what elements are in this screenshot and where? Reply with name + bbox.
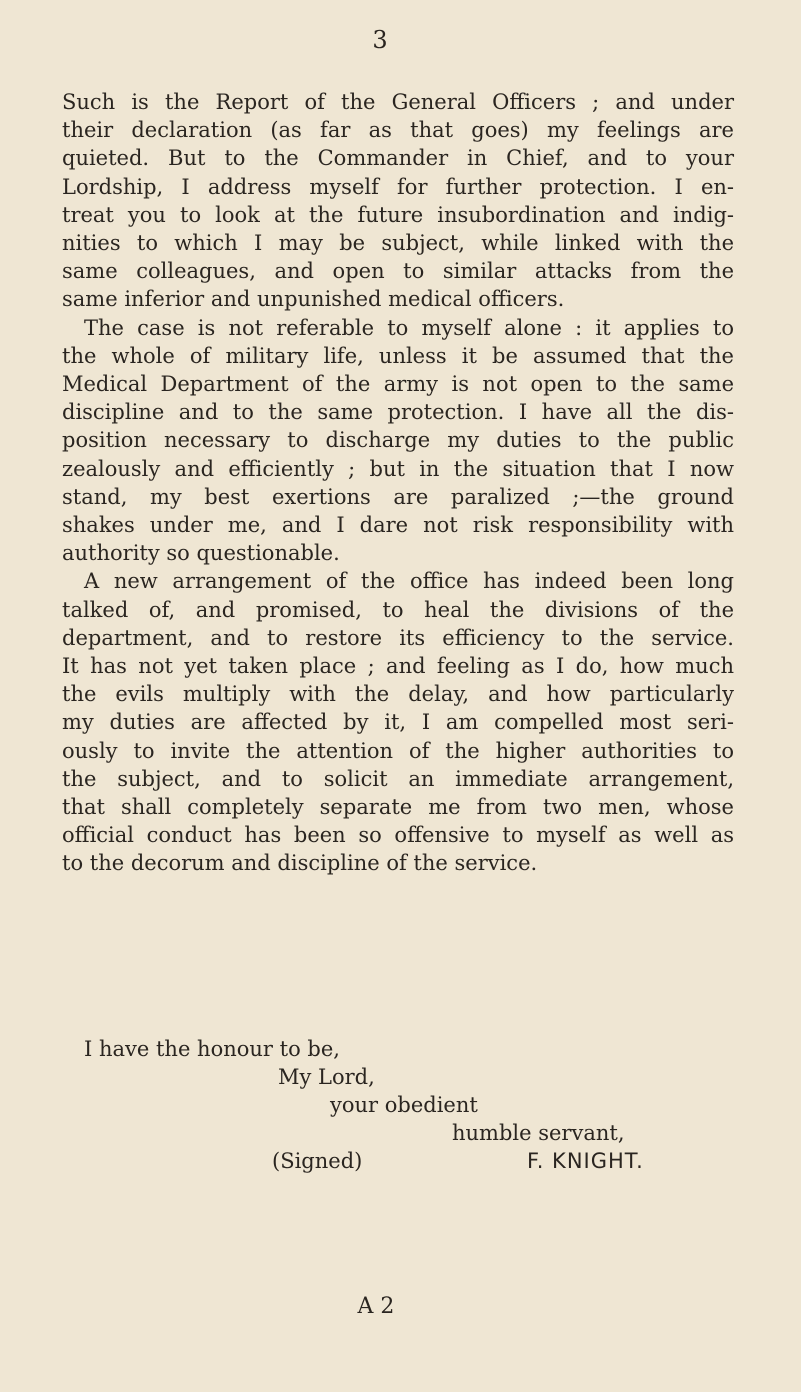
text-line: A new arrangement of the office has indeed been long	[84, 569, 734, 594]
text-line: the subject, and to solicit an immediate arrangement,	[62, 766, 734, 791]
text-line: nities to which I may be subject, while linked with the	[62, 231, 734, 256]
signer-name: F. KNIGHT.	[527, 1149, 644, 1173]
text-line: position necessary to discharge my duties to the public	[62, 428, 734, 453]
signature-mark: A 2	[357, 1294, 395, 1319]
text-line: quieted. But to the Commander in Chief, and to your	[62, 146, 734, 171]
text-line: to the decorum and discipline of the service.	[62, 851, 538, 876]
text-line: Medical Department of the army is not open to the same	[62, 372, 734, 397]
letter-body	[62, 88, 734, 878]
text-line: ously to invite the attention of the higher authorities to	[62, 738, 734, 763]
text-line: authority so questionable.	[62, 541, 340, 566]
text-line: official conduct has been so offensive to myself as well as	[62, 823, 734, 848]
text-line: the whole of military life, unless it be assumed that the	[62, 343, 734, 368]
text-line: same colleagues, and open to similar attacks from the	[62, 259, 734, 284]
text-line: treat you to look at the future insubordination and indig-	[62, 202, 734, 227]
text-line: The case is not referable to myself alone : it applies to	[84, 315, 734, 340]
text-line: my duties are affected by it, I am compelled most seri-	[62, 710, 734, 735]
signed-label: (Signed)	[272, 1149, 363, 1173]
closing-obedient: your obedient	[330, 1093, 478, 1117]
text-line: department, and to restore its efficiency to the service.	[62, 625, 734, 650]
text-line: same inferior and unpunished medical officers.	[62, 287, 565, 312]
text-line: It has not yet taken place ; and feeling as I do, how much	[62, 654, 734, 679]
text-line: that shall completely separate me from two men, whose	[62, 795, 734, 820]
closing-honour: I have the honour to be,	[84, 1037, 340, 1061]
text-line: talked of, and promised, to heal the divisions of the	[62, 597, 734, 622]
text-line: discipline and to the same protection. I have all the dis-	[62, 400, 734, 425]
text-line: Lordship, I address myself for further protection. I en-	[62, 174, 734, 199]
letter-closing	[62, 1035, 734, 1175]
text-line: their declaration (as far as that goes) my feelings are	[62, 118, 734, 143]
page-number: 3	[372, 26, 388, 54]
text-line: shakes under me, and I dare not risk responsibility with	[62, 513, 734, 538]
text-line: Such is the Report of the General Officers ; and under	[62, 90, 734, 114]
text-line: zealously and efficiently ; but in the situation that I now	[62, 456, 734, 481]
text-line: stand, my best exertions are paralized ;—the ground	[62, 484, 734, 509]
text-line: the evils multiply with the delay, and how particularly	[62, 682, 734, 707]
closing-salutation: My Lord,	[278, 1065, 375, 1089]
closing-servant: humble servant,	[452, 1121, 625, 1145]
